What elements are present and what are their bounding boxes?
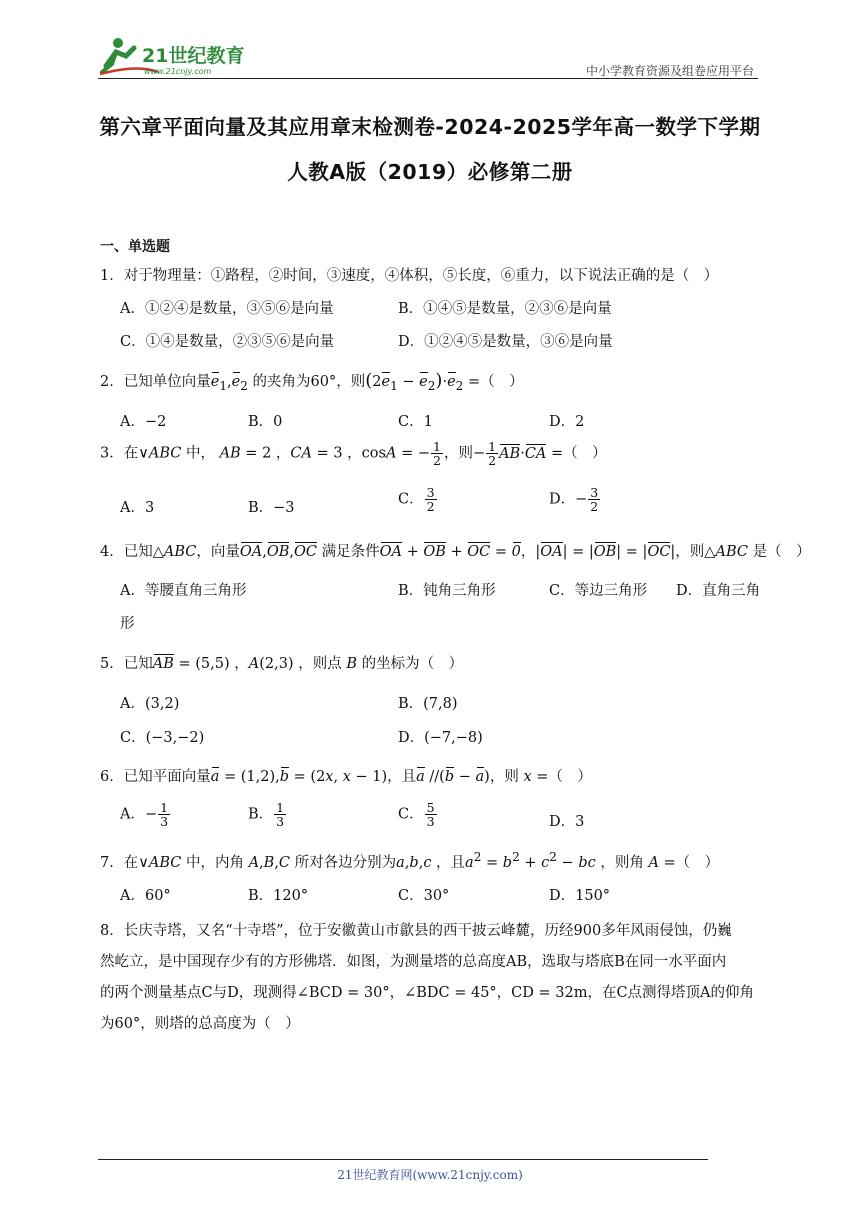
q5-option-a: A．(3,2) [120,696,180,712]
q2-option-d: D．2 [549,414,585,430]
q5-option-d: D．(−7,−8) [398,730,483,746]
q2-option-c: C．1 [398,414,433,430]
q7-option-b: B．120° [248,888,309,904]
q6-option-c: C． $\frac{5}{3}$ [398,800,435,830]
q7-option-a: A．60° [120,888,171,904]
q8-line-3: 的两个测量基点C与D，现测得∠BCD = 30°，∠BDC = 45°，CD = 32m，在C点测得塔顶A的仰角 [100,985,755,1001]
question-6-stem: 6．已知平面向量a = (1,2),b = (2x, x − 1)，且a //(b − a)，则 x =（ ） [100,769,592,785]
footer-link[interactable]: 21世纪教育网(www.21cnjy.com) [337,1168,523,1182]
header-divider [98,78,758,79]
question-1-stem: 1．对于物理量：①路程，②时间，③速度，④体积，⑤长度，⑥重力，以下说法正确的是（ ） [100,268,719,284]
q4-option-a: A．等腰直角三角形 [120,583,247,599]
q1-option-b: B．①④⑤是数量，②③⑥是向量 [398,301,612,317]
logo-url: www.21cnjy.com [144,67,212,76]
q8-line-1: 8．长庆寺塔，又名“十寺塔”，位于安徽黄山市歙县的西干披云峰麓，历经900多年风雨侵蚀，仍巍 [100,923,732,939]
question-5-stem: 5．已知AB = (5,5) ，A(2,3) ，则点 B 的坐标为（ ） [100,656,464,672]
q5-option-c: C．(−3,−2) [120,730,205,746]
q6-option-a: A．− $\frac{1}{3}$ [120,800,169,830]
section-heading: 一、单选题 [100,239,170,255]
page-title: 第六章平面向量及其应用章末检测卷-2024-2025学年高一数学下学期 [99,115,761,139]
q7-option-d: D．150° [549,888,611,904]
q1-option-c: C．①④是数量，②③⑤⑥是向量 [120,334,335,350]
q4-option-c: C．等边三角形 [549,583,648,599]
site-name: 中小学教育资源及组卷应用平台 [585,64,754,78]
q4-option-b: B．钝角三角形 [398,583,496,599]
q8-line-2: 然屹立，是中国现存少有的方形佛塔．如图，为测量塔的总高度AB，选取与塔底B在同一水平面内 [100,954,727,970]
page-subtitle: 人教A版（2019）必修第二册 [287,160,573,184]
q5-option-b: B．(7,8) [398,696,458,712]
logo-icon [98,34,258,78]
question-3-stem: 3．在∨ABC 中， AB = 2 ，CA = 3 ，cosA = − $\frac{1}{2}$ ，则− $\frac{1}{2}$ AB·CA =（ ） [100,439,607,469]
question-8-stem [100,916,762,1040]
q8-line-4: 为60°，则塔的总高度为（ ） [100,1016,300,1032]
q3-option-a: A．3 [120,500,155,516]
q2-option-b: B．0 [248,414,283,430]
q3-option-d: D．− $\frac{3}{2}$ [549,485,599,515]
q7-option-c: C．30° [398,888,450,904]
q6-option-d: D．3 [549,814,585,830]
question-4-stem: 4．已知△ABC，向量OA,OB,OC 满足条件OA + OB + OC = 0，|OA| = |OB| = |OC|，则△ABC 是（ ） [100,544,811,560]
page-header [98,34,758,78]
q6-option-b: B． $\frac{1}{3}$ [248,800,285,830]
footer-divider [98,1159,708,1160]
q4-option-d-cont: 形 [120,616,135,632]
question-2-stem: 2．已知单位向量$e_1,e_2$ 的夹角为60°，则$(2e_1 - e_2)\cdot e_2$ =（ ） [100,370,524,393]
question-7-stem: 7．在∨ABC 中，内角 A,B,C 所对各边分别为a,b,c ，且$a^2 = b^2 + c^2$ − bc ，则角 A =（ ） [100,850,720,871]
q1-option-d: D．①②④⑤是数量，③⑥是向量 [398,334,613,350]
q2-option-a: A．−2 [120,414,167,430]
q1-option-a: A．①②④是数量，③⑤⑥是向量 [120,301,334,317]
logo-text: 21世纪教育 [142,45,245,67]
q3-option-c: C． $\frac{3}{2}$ [398,485,435,515]
q4-option-d: D．直角三角 [676,583,761,599]
q3-option-b: B．−3 [248,500,295,516]
